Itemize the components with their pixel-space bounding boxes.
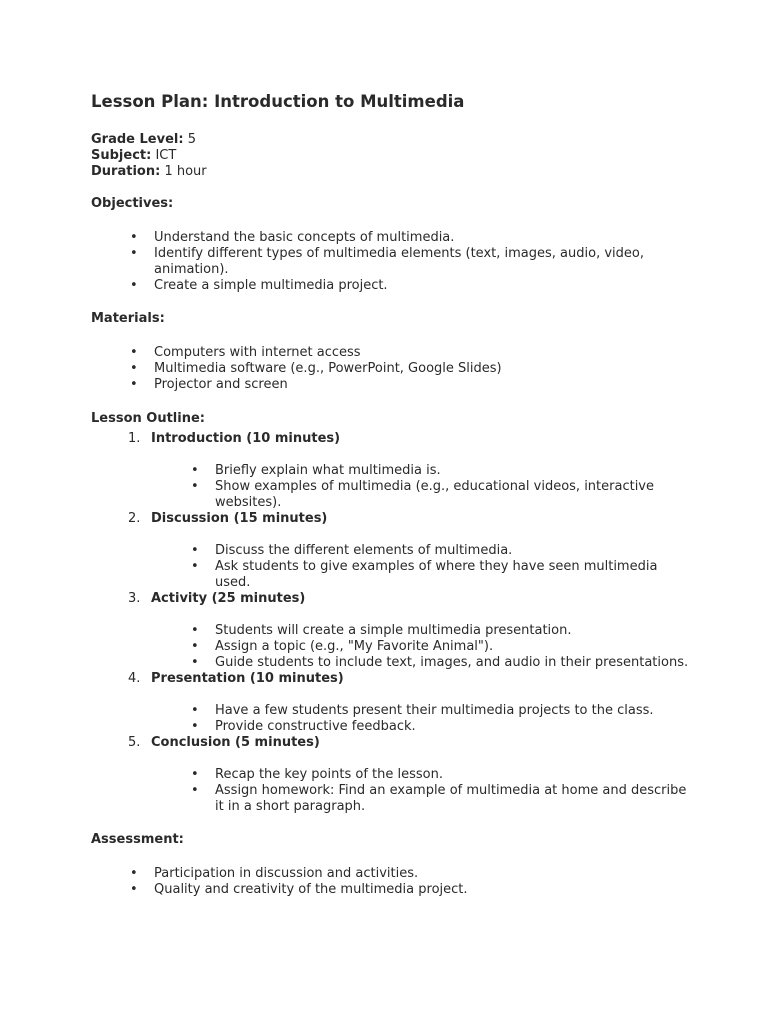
assessment-heading: Assessment: bbox=[91, 832, 184, 847]
list-item: • Identify different types of multimedia elements (text, images, audio, video, animation). bbox=[91, 246, 691, 278]
list-item: • Students will create a simple multimedia presentation. bbox=[151, 623, 691, 639]
subject-line bbox=[91, 148, 691, 164]
step-number: 4. bbox=[128, 671, 141, 686]
step-number: 1. bbox=[128, 431, 141, 446]
list-item: • Projector and screen bbox=[91, 377, 691, 393]
materials-heading: Materials: bbox=[91, 311, 165, 326]
step-items bbox=[151, 767, 691, 815]
list-item: • Participation in discussion and activities. bbox=[91, 866, 691, 882]
step-title: Presentation (10 minutes) bbox=[151, 671, 344, 686]
outline-step bbox=[91, 511, 691, 591]
step-items bbox=[151, 703, 691, 735]
step-title: Conclusion (5 minutes) bbox=[151, 735, 320, 750]
list-item: • Recap the key points of the lesson. bbox=[151, 767, 691, 783]
step-title: Activity (25 minutes) bbox=[151, 591, 306, 606]
step-number: 5. bbox=[128, 735, 141, 750]
list-item: • Briefly explain what multimedia is. bbox=[151, 463, 691, 479]
outline-step bbox=[91, 591, 691, 671]
duration-line bbox=[91, 164, 691, 180]
objectives-heading: Objectives: bbox=[91, 196, 174, 211]
grade-level-value: 5 bbox=[187, 132, 196, 147]
list-item: • Provide constructive feedback. bbox=[151, 719, 691, 735]
list-item: • Guide students to include text, images, and audio in their presentations. bbox=[151, 655, 691, 671]
step-title: Introduction (10 minutes) bbox=[151, 431, 341, 446]
list-item: • Multimedia software (e.g., PowerPoint, Google Slides) bbox=[91, 361, 691, 377]
lesson-outline-list bbox=[91, 431, 691, 815]
step-number: 2. bbox=[128, 511, 141, 526]
subject-label: Subject: bbox=[91, 148, 152, 163]
lesson-meta bbox=[91, 132, 691, 180]
list-item: • Computers with internet access bbox=[91, 345, 691, 361]
step-items bbox=[151, 543, 691, 591]
list-item: • Show examples of multimedia (e.g., educational videos, interactive websites). bbox=[151, 479, 691, 511]
list-item: • Have a few students present their multimedia projects to the class. bbox=[151, 703, 691, 719]
outline-step bbox=[91, 431, 691, 511]
document-content bbox=[91, 92, 691, 898]
subject-value: ICT bbox=[155, 148, 177, 163]
step-items bbox=[151, 463, 691, 511]
list-item: • Understand the basic concepts of multimedia. bbox=[91, 230, 691, 246]
duration-value: 1 hour bbox=[164, 164, 207, 179]
outline-step bbox=[91, 671, 691, 735]
step-number: 3. bbox=[128, 591, 141, 606]
materials-list bbox=[91, 345, 691, 393]
list-item: • Create a simple multimedia project. bbox=[91, 278, 691, 294]
objectives-list bbox=[91, 230, 691, 294]
list-item: • Ask students to give examples of where they have seen multimedia used. bbox=[151, 559, 691, 591]
list-item: • Discuss the different elements of multimedia. bbox=[151, 543, 691, 559]
lesson-outline-heading: Lesson Outline: bbox=[91, 411, 205, 426]
step-title: Discussion (15 minutes) bbox=[151, 511, 328, 526]
grade-level-label: Grade Level: bbox=[91, 132, 184, 147]
list-item: • Quality and creativity of the multimedia project. bbox=[91, 882, 691, 898]
page-title: Lesson Plan: Introduction to Multimedia bbox=[91, 92, 465, 111]
outline-step bbox=[91, 735, 691, 815]
list-item: • Assign homework: Find an example of multimedia at home and describe it in a short paragraph. bbox=[151, 783, 691, 815]
duration-label: Duration: bbox=[91, 164, 161, 179]
assessment-list bbox=[91, 866, 691, 898]
list-item: • Assign a topic (e.g., "My Favorite Animal"). bbox=[151, 639, 691, 655]
step-items bbox=[151, 623, 691, 671]
grade-level-line bbox=[91, 132, 691, 148]
